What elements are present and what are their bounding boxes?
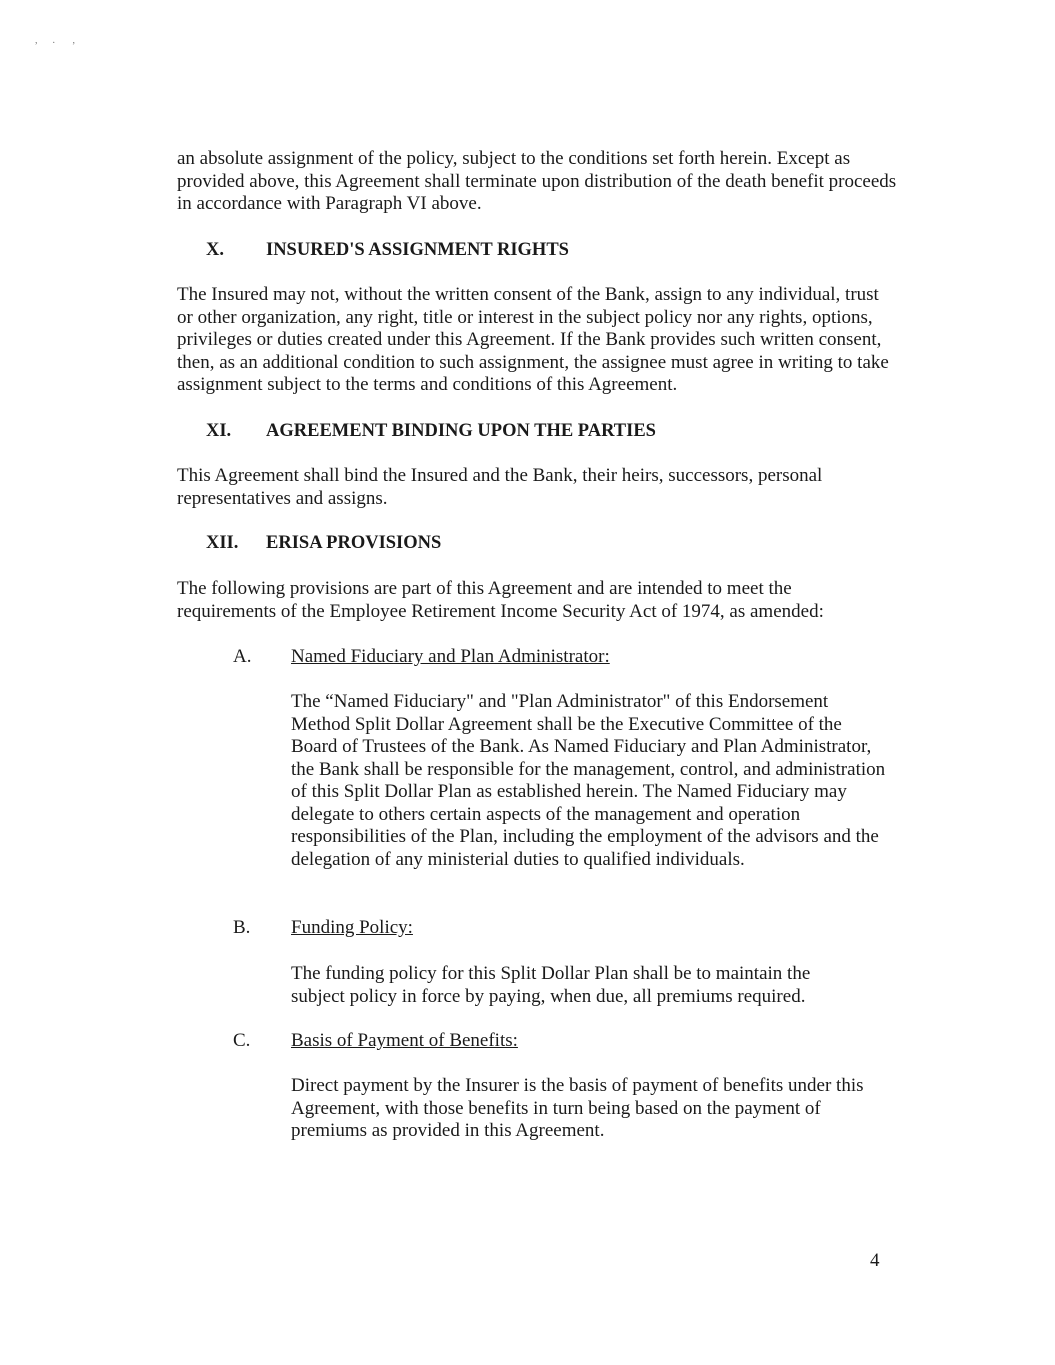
scan-marks: , . ,: [35, 35, 75, 46]
subsection-body: Direct payment by the Insurer is the basis of payment of benefits under this Agreement, with those benefits in turn being based on the payment of premiums as provided in this Agreement.: [291, 1075, 864, 1141]
section-body: This Agreement shall bind the Insured and the Bank, their heirs, successors, personal representatives and assigns.: [177, 465, 823, 509]
subsection-heading: C. Basis of Payment of Benefits:: [233, 1030, 518, 1051]
subsection-body: The “Named Fiduciary" and "Plan Administrator" of this Endorsement Method Split Dollar Agreement shall be the Executive Committee of the Board of Trustees of the Bank. As Named Fiduciary and Plan Administrator, the Bank shall be responsible for the management, control, and administration of this Split Dollar Plan as established herein. The Named Fiduciary may delegate to others certain aspects of the management and operation responsibilities of the Plan, including the employment of the advisors and the delegation of any ministerial duties to qualified individuals.: [291, 691, 886, 870]
subsection-body: The funding policy for this Split Dollar Plan shall be to maintain the subject policy in force by paying, when due, all premiums required.: [291, 963, 811, 1007]
section-heading: X. INSURED'S ASSIGNMENT RIGHTS: [206, 240, 569, 260]
section-body: The Insured may not, without the written consent of the Bank, assign to any individual, trust or other organization, any right, title or interest in the subject policy nor any rights, options, privileges or duties created under this Agreement. If the Bank provides such written consent, then, as an additional condition to such assignment, the assignee must agree in writing to take assignment subject to the terms and conditions of this Agreement.: [177, 284, 889, 395]
subsection-heading: B. Funding Policy:: [233, 917, 413, 938]
section-heading: XII. ERISA PROVISIONS: [206, 533, 442, 553]
subsection-heading: A. Named Fiduciary and Plan Administrator:: [233, 646, 610, 667]
page-number: 4: [870, 1250, 880, 1271]
section-body: The following provisions are part of this Agreement and are intended to meet the requirements of the Employee Retirement Income Security Act of 1974, as amended:: [177, 578, 824, 622]
section-heading: XI. AGREEMENT BINDING UPON THE PARTIES: [206, 421, 656, 441]
intro-paragraph: an absolute assignment of the policy, subject to the conditions set forth herein. Except as provided above, this Agreement shall terminate upon distribution of the death benefit proceeds in accordance with Paragraph VI above.: [177, 148, 897, 214]
